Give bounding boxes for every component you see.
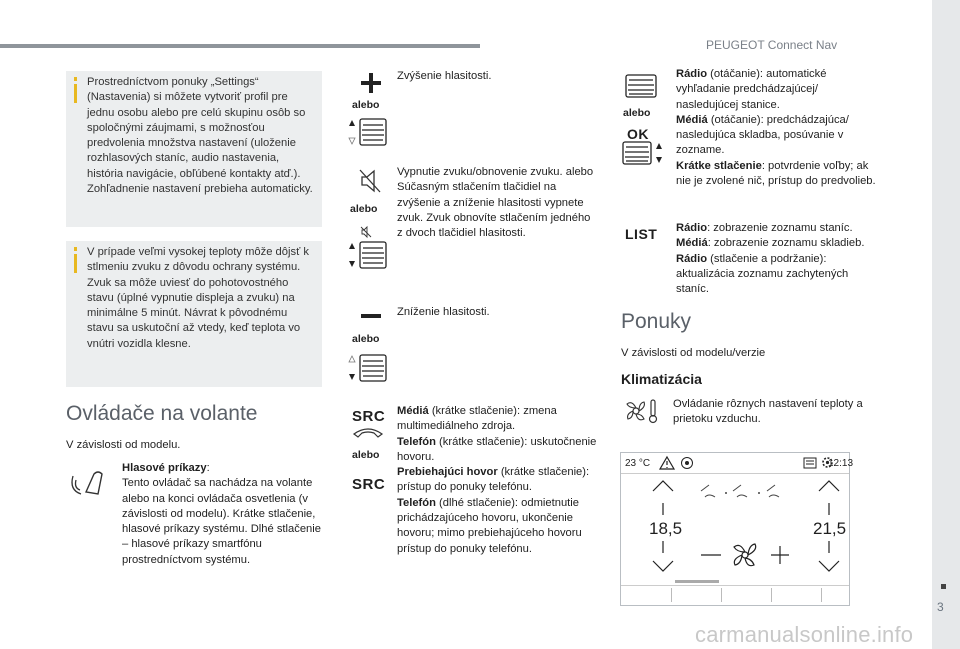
climate-icon xyxy=(624,398,658,424)
section-title-volant: Ovládače na volante xyxy=(66,402,258,425)
klima-title: Klimatizácia xyxy=(621,371,702,387)
page-marker xyxy=(941,584,946,589)
list-desc: Rádio: zobrazenie zoznamu staníc. Médiá: zobrazenie zoznamu skladieb. Rádio (stlačenie a podržanie): aktualizácia zoznamu zachytených staníc. xyxy=(676,222,865,296)
thumbwheel-icon xyxy=(624,73,658,99)
radio-desc: Rádio (otáčanie): automatické vyhľadanie predchádzajúcej/ nasledujúcej stanice. Médiá (otáčanie): predchádzajúca/ nasledujúca skladba, posúvanie v zozname. Krátke stlačenie: potvrdenie voľby; ak nie je zvolené nič, prístup do predvolieb. xyxy=(676,68,876,188)
volume-down-desc: Zníženie hlasitosti. xyxy=(397,306,490,318)
note-temperature xyxy=(66,241,322,387)
climate-screen xyxy=(620,452,854,606)
thumbwheel-both-icon xyxy=(346,240,388,270)
section-title-ponuky: Ponuky xyxy=(621,310,692,333)
info-icon xyxy=(71,246,81,274)
note-temperature-text: V prípade veľmi vysokej teploty môže dôjsť k stlmeniu zvuku z dôvodu ochrany systému. Zvuk sa môže uviesť do pohotovostného stavu (úplné vypnutie displeja a zvuku) na minimálne 5 minút. Návrat k pôvodnému stavu sa uskutoční až vtedy, keď teplota vo vnútri vozidla klesne. xyxy=(87,246,309,350)
page-number: 3 xyxy=(937,600,944,614)
list-label: LIST xyxy=(625,226,658,242)
volant-intro: V závislosti od modelu. xyxy=(66,439,181,451)
volume-up-desc: Zvýšenie hlasitosti. xyxy=(397,70,492,82)
outside-temperature: 23 °C xyxy=(625,458,651,469)
warning-icon xyxy=(659,456,675,470)
note-settings xyxy=(66,71,322,227)
alebo-label: alebo xyxy=(623,107,651,119)
src-desc: Médiá (krátke stlačenie): zmena multimediálneho zdroja. Telefón (krátke stlačenie): uskutočnenie hovoru. Prebiehajúci hovor (krátke stlačenie): prístup do ponuky telefónu. Telefón (dlhé stlačenie): odmietnutie prichádzajúceho hovoru, ukončenie hovoru; mimo prebiehajúceho hovoru prístup do ponuky telefónu. xyxy=(397,405,597,555)
alebo-label: alebo xyxy=(352,333,380,345)
left-temperature: 18,5 xyxy=(649,519,683,538)
header-rule xyxy=(0,44,480,48)
mute-desc: Vypnutie zvuku/obnovenie zvuku. alebo Súčasným stlačením tlačidiel na zvýšenie a zníženie hlasitosti vypnete zvuk. Zvuk obnovíte stlačením jedného z dvoch tlačidiel hlasitosti. xyxy=(397,166,594,240)
voice-command-icon xyxy=(72,468,110,498)
header-title: PEUGEOT Connect Nav xyxy=(706,38,838,52)
sidebar-strip xyxy=(932,0,960,649)
watermark: carmanualsonline.info xyxy=(695,622,914,647)
alebo-label: alebo xyxy=(350,203,378,215)
right-temperature: 21,5 xyxy=(813,519,847,538)
thumbwheel-ok-icon xyxy=(621,140,665,166)
note-settings-text: Prostredníctvom ponuky „Settings“ (Nastavenia) si môžete vytvoriť profil pre jednu osobu alebo pre celú skupinu osôb so spoločnými záujmami, s možnosťou predvolenia množstva nastavení (uloženie rozhlasových staníc, audio nastavenia, história navigácie, obľúbené kontakty atď.). Zohľadnenie nastavení prebieha automaticky. xyxy=(87,76,313,196)
messages-icon xyxy=(803,457,817,469)
klima-desc: Ovládanie rôznych nastavení teploty a prietoku vzduchu. xyxy=(673,398,863,426)
navigation-icon xyxy=(680,456,694,470)
mute-icon xyxy=(358,168,382,194)
thumbwheel-down-icon xyxy=(346,353,388,383)
info-icon xyxy=(71,76,81,104)
src-label: SRC xyxy=(352,408,386,425)
ponuky-intro: V závislosti od modelu/verzie xyxy=(621,347,766,359)
clock: 12:13 xyxy=(828,458,854,469)
plus-icon xyxy=(360,72,382,94)
src-label: SRC xyxy=(352,476,386,493)
ok-label: OK xyxy=(627,126,649,142)
minus-icon xyxy=(360,313,382,319)
phone-icon xyxy=(352,426,384,438)
thumbwheel-up-icon xyxy=(346,117,388,147)
alebo-label: alebo xyxy=(352,449,380,461)
voice-command-desc: Hlasové príkazy: Tento ovládač sa nachádza na volante alebo na konci ovládača osvetlenia (v závislosti od modelu). Krátke stlačenie, hlasové príkazy systému. Dlhé stlačenie – hlasové príkazy smartfónu prostredníctvom systému. xyxy=(122,462,321,566)
mute-small-icon xyxy=(360,226,372,238)
alebo-label: alebo xyxy=(352,99,380,111)
